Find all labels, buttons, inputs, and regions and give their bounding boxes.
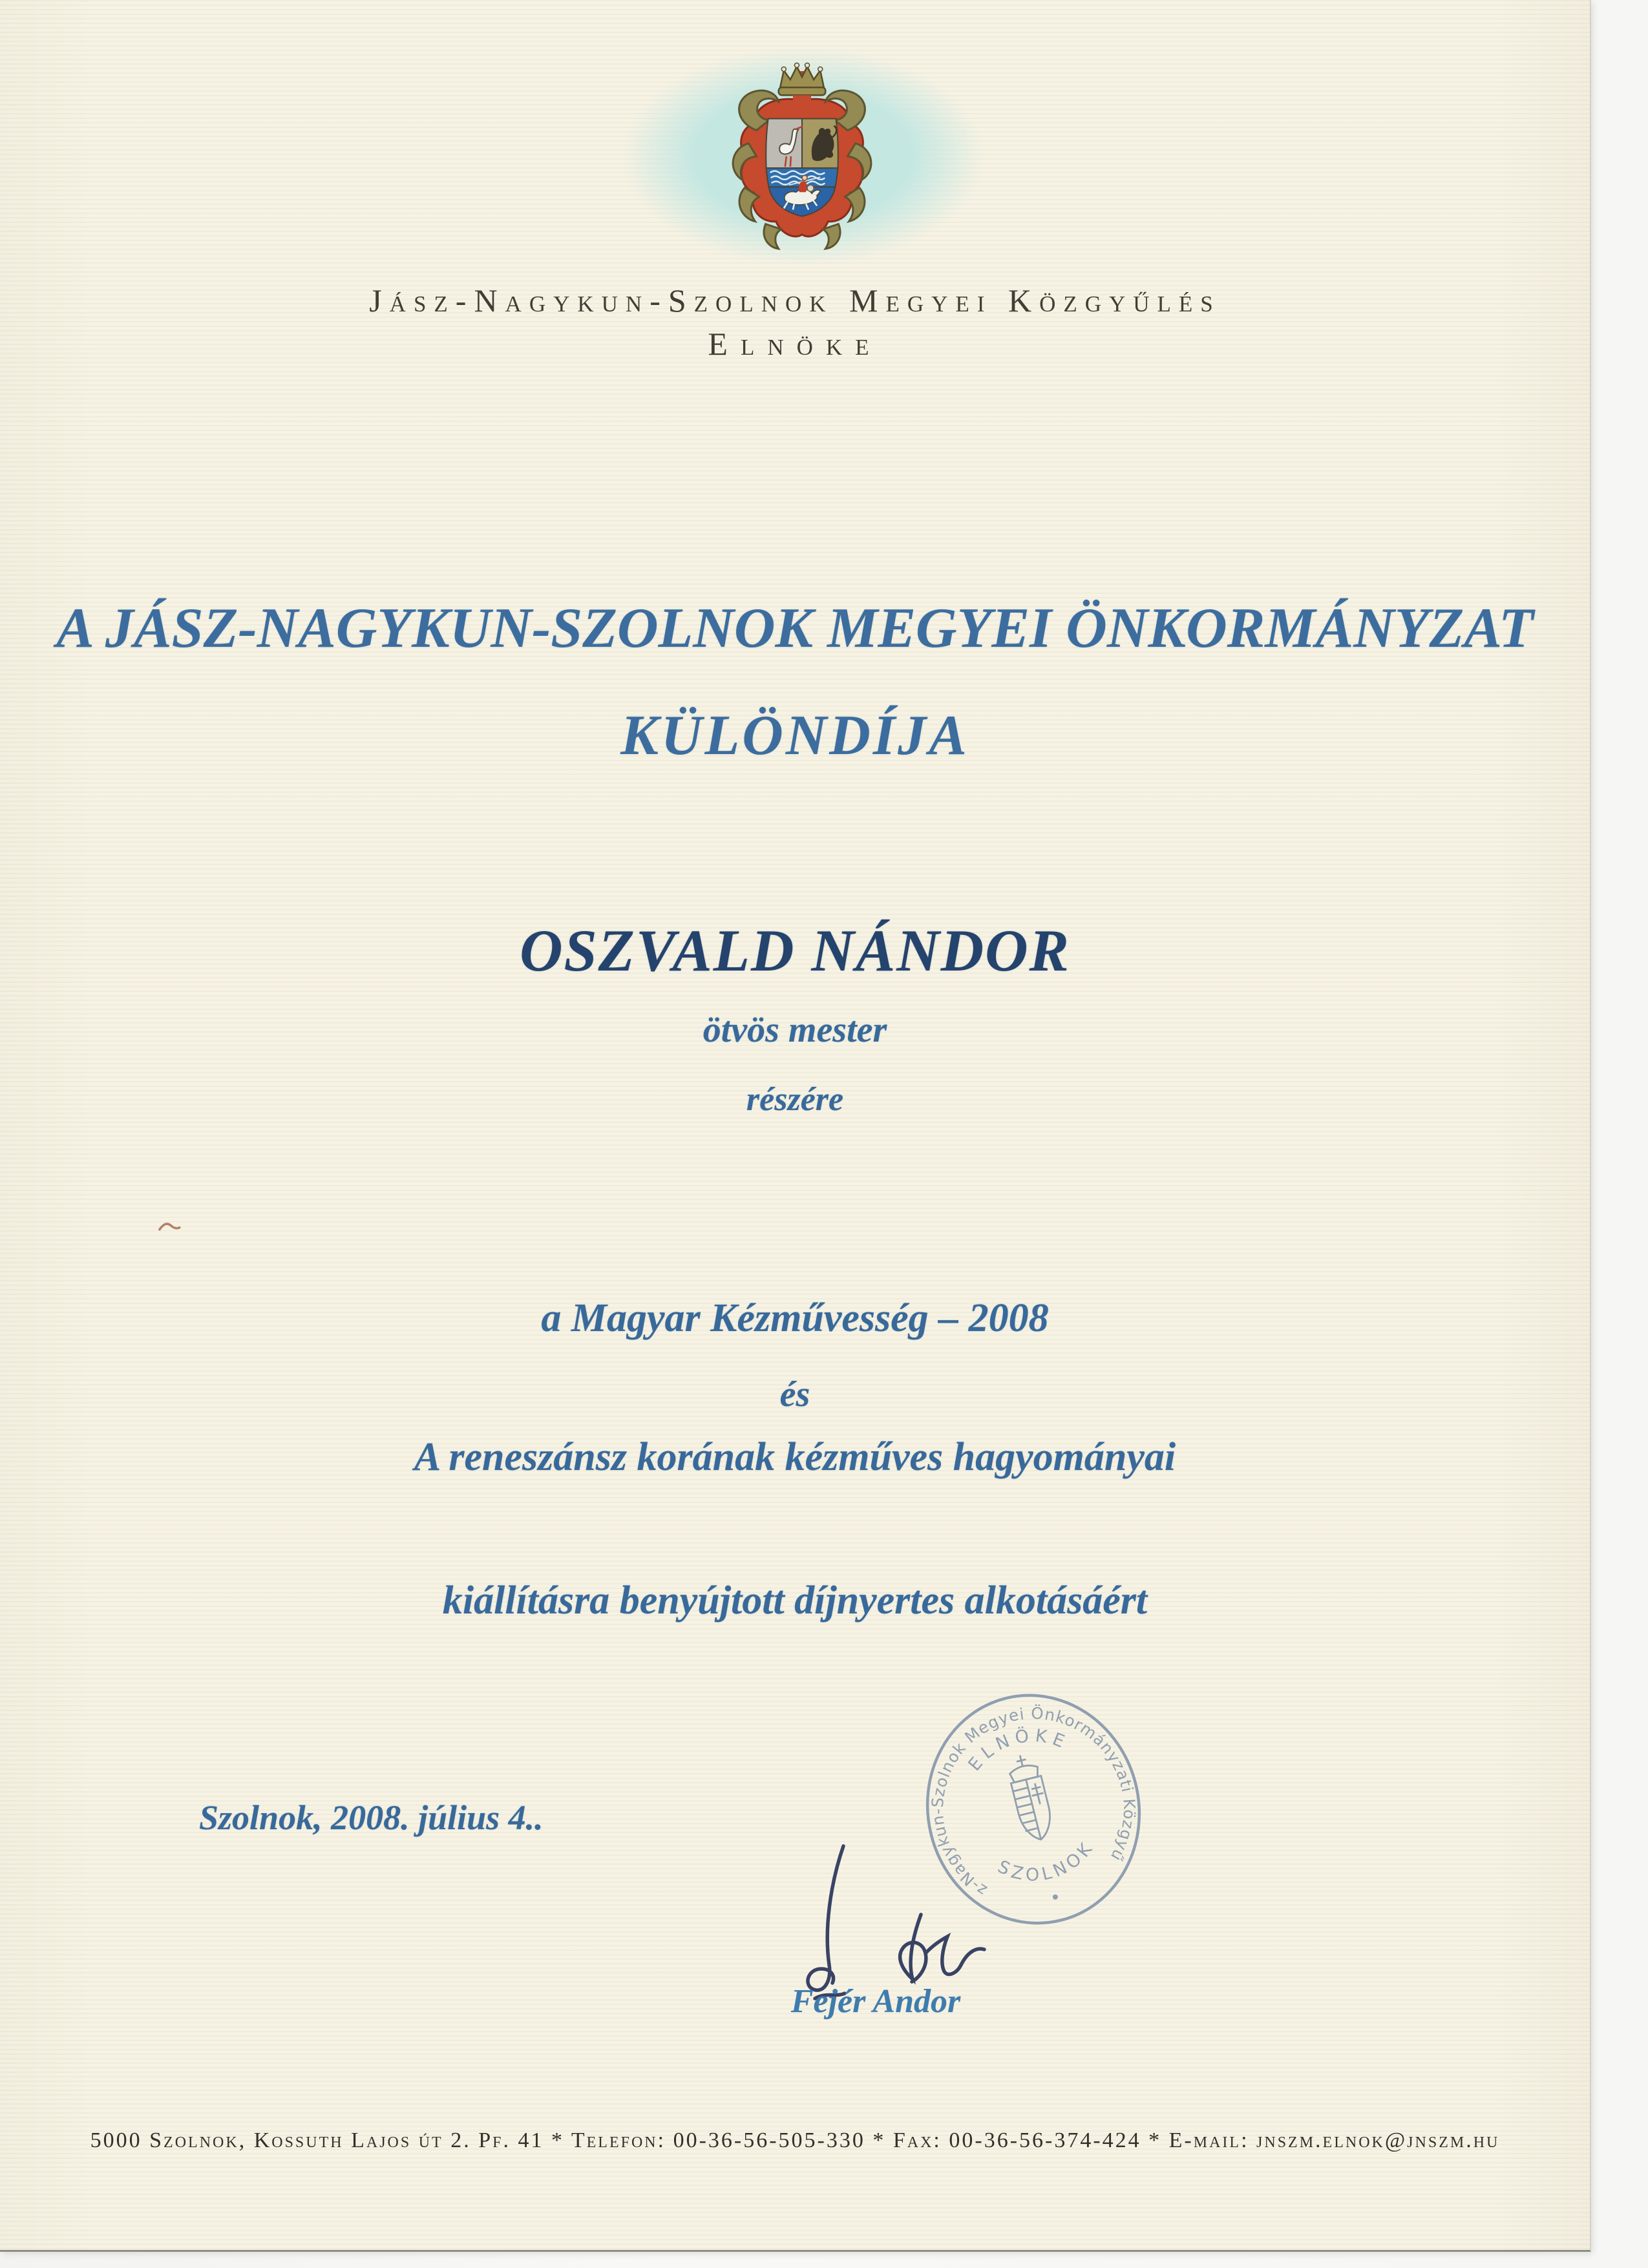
- signatory-name: Fejér Andor: [790, 1983, 961, 2020]
- award-event2: A reneszánsz korának kézműves hagyományai: [414, 1435, 1176, 1479]
- dateline: Szolnok, 2008. július 4..: [199, 1798, 544, 1837]
- stamp-top-text: ELNÖKE: [964, 1725, 1072, 1775]
- stamp-ring-text: Jász-Nagykun-Szolnok Megyei Önkormányzati Közgyűlés: [927, 1703, 1139, 1900]
- award-conjunction: és: [779, 1374, 810, 1414]
- stamp-bottom-text: SZOLNOK: [994, 1836, 1099, 1885]
- letterhead-organization: Jász-Nagykun-Szolnok Megyei Közgyűlés: [369, 282, 1221, 319]
- paper-artifact-mark: [156, 1220, 182, 1235]
- award-event1: a Magyar Kézművesség – 2008: [541, 1296, 1049, 1340]
- award-title-line2: KÜLÖNDÍJA: [620, 704, 969, 767]
- recipient-profession: ötvös mester: [703, 1010, 887, 1050]
- stamp-center-crest-icon: [1005, 1752, 1056, 1843]
- county-coat-of-arms-icon: [711, 59, 893, 256]
- award-citation: kiállításra benyújtott díjnyertes alkotásáért: [442, 1579, 1148, 1622]
- letterhead-office: Elnöke: [708, 326, 882, 362]
- recipient-name: OSZVALD NÁNDOR: [520, 918, 1070, 983]
- footer-address: 5000 Szolnok, Kossuth Lajos út 2. Pf. 41 * Telefon: 00-36-56-505-330 * Fax: 00-36-56-374-424 * E-mail: jnszm.elnok@jnszm.hu: [90, 2128, 1500, 2152]
- award-title-line1: A JÁSZ-NAGYKUN-SZOLNOK MEGYEI ÖNKORMÁNYZAT: [56, 597, 1534, 660]
- recipient-dative-label: részére: [746, 1081, 844, 1118]
